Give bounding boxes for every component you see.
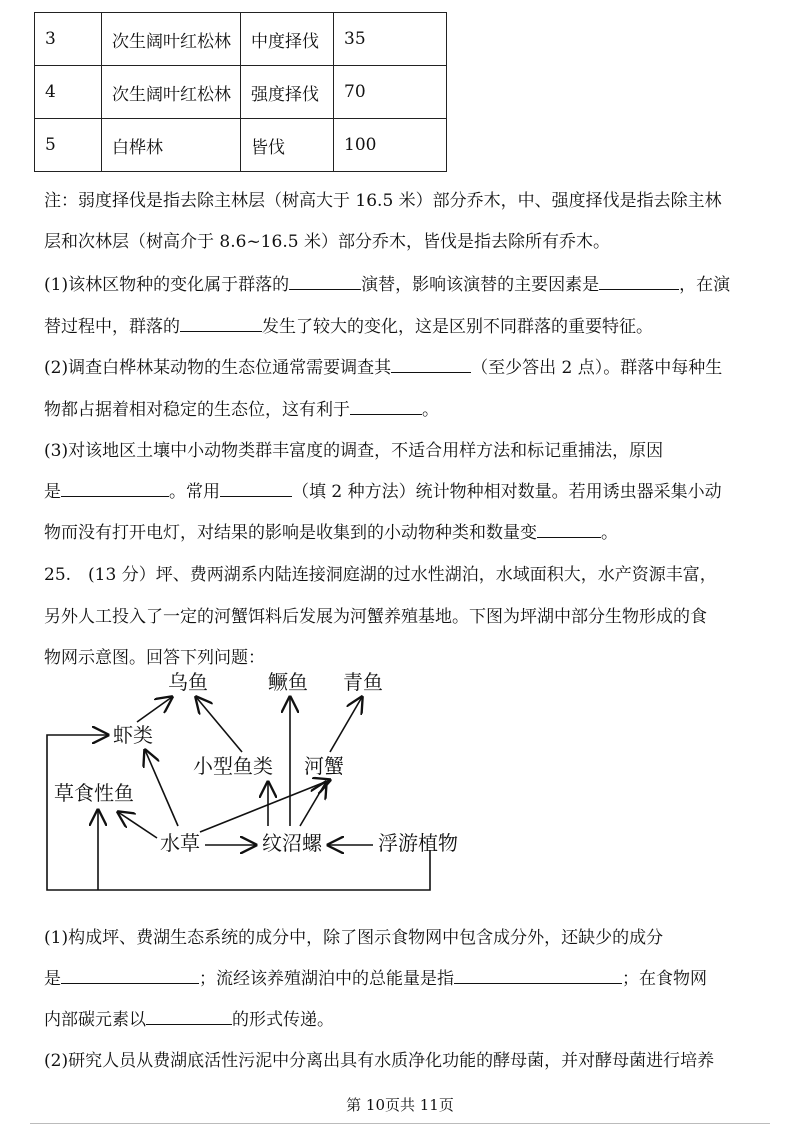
answer-blank[interactable] (61, 480, 169, 497)
note-line-1: 注：弱度择伐是指去除主林层（树高大于 16.5 米）部分乔木，中、强度择伐是指去除主林 (44, 191, 722, 211)
node-wenzhaluo: 纹沼螺 (262, 831, 322, 855)
question-2-line-1 (44, 353, 722, 378)
question-3-line-3 (44, 518, 618, 543)
edge-hexie-qingyu (330, 697, 362, 752)
page-footer: 第 10页共 11页 (346, 1096, 454, 1114)
question-1-line-1 (44, 270, 730, 295)
edge-shuicao-hexie (200, 780, 330, 832)
footer-divider (30, 1123, 770, 1124)
edge-shuicao-xia (145, 750, 178, 826)
answer-blank[interactable] (146, 1008, 232, 1025)
question-text: 是 (44, 482, 61, 502)
question-text: ；流经该养殖湖泊中的总能量是指 (199, 969, 454, 989)
table-cell: 白桦林 (102, 119, 241, 172)
node-fuyou: 浮游植物 (378, 831, 458, 855)
question-25-line-3: 物网示意图。回答下列问题： (44, 648, 265, 668)
table-cell: 次生阔叶红松林 (102, 13, 241, 66)
question-25-1-line-2 (44, 964, 707, 989)
question-text: ；在食物网 (622, 969, 707, 989)
table-row (35, 66, 447, 119)
answer-blank[interactable] (61, 967, 199, 984)
table-row (35, 13, 447, 66)
note-line-2: 层和次林层（树高介于 8.6~16.5 米）部分乔木，皆伐是指去除所有乔木。 (44, 232, 610, 252)
node-xia: 虾类 (113, 723, 153, 747)
edge-xia-wuyu (137, 697, 172, 722)
question-25-1-line-3 (44, 1005, 334, 1030)
table-cell: 强度择伐 (241, 66, 334, 119)
question-text: 物都占据着相对稳定的生态位，这有利于 (44, 400, 350, 420)
table-cell: 35 (334, 13, 447, 66)
question-25-1-line-1: (1)构成坪、费湖生态系统的成分中，除了图示食物网中包含成分外，还缺少的成分 (44, 928, 664, 948)
question-text: （至少答出 2 点）。群落中每种生 (471, 358, 723, 378)
question-3-line-2 (44, 477, 722, 502)
node-shuicao: 水草 (160, 831, 200, 855)
answer-blank[interactable] (350, 398, 422, 415)
table-cell: 4 (35, 66, 102, 119)
question-text: 是 (44, 969, 61, 989)
answer-blank[interactable] (180, 315, 262, 332)
node-qingyu: 青鱼 (343, 670, 383, 694)
question-25-line-2: 另外人工投入了一定的河蟹饵料后发展为河蟹养殖基地。下图为坪湖中部分生物形成的食 (44, 607, 707, 627)
edge-shuicao-caoshi (118, 812, 157, 838)
table-cell: 次生阔叶红松林 (102, 66, 241, 119)
question-text: (2)调查白桦林某动物的生态位通常需要调查其 (44, 358, 392, 378)
question-text: 发生了较大的变化，这是区别不同群落的重要特征。 (262, 317, 653, 337)
question-text: ，在演 (679, 275, 731, 295)
question-text: 物而没有打开电灯，对结果的影响是收集到的小动物种类和数量变 (44, 523, 537, 543)
edge-wenzhaluo-hexie (300, 782, 326, 826)
question-25-line-1: 25. (13 分）坪、费两湖系内陆连接洞庭湖的过水性湖泊，水域面积大，水产资源丰富， (44, 565, 717, 585)
answer-blank[interactable] (220, 480, 292, 497)
question-text: 演替，影响该演替的主要因素是 (361, 275, 600, 295)
node-caoshi: 草食性鱼 (54, 781, 134, 805)
node-hexie: 河蟹 (304, 754, 344, 778)
question-text: 的形式传递。 (232, 1010, 334, 1030)
node-xiaoxing: 小型鱼类 (193, 754, 273, 778)
table-cell: 皆伐 (241, 119, 334, 172)
question-text: 。 (422, 400, 439, 420)
question-text: （填 2 种方法）统计物种相对数量。若用诱虫器采集小动 (292, 482, 722, 502)
question-1-line-2 (44, 312, 653, 337)
question-text: 。 (601, 523, 618, 543)
answer-blank[interactable] (289, 273, 361, 290)
answer-blank[interactable] (599, 273, 679, 290)
node-guiyu: 鳜鱼 (268, 670, 308, 694)
data-table (34, 12, 447, 172)
question-text: 内部碳元素以 (44, 1010, 146, 1030)
question-2-line-2 (44, 395, 439, 420)
answer-blank[interactable] (391, 356, 471, 373)
node-wuyu: 乌鱼 (168, 670, 208, 694)
table-cell: 5 (35, 119, 102, 172)
question-text: (1)该林区物种的变化属于群落的 (44, 275, 290, 295)
edge-xiaoxing-wuyu (196, 697, 242, 752)
table-cell: 70 (334, 66, 447, 119)
table-cell: 中度择伐 (241, 13, 334, 66)
table-cell: 100 (334, 119, 447, 172)
question-text: 。常用 (169, 482, 220, 502)
table-row (35, 119, 447, 172)
question-text: 替过程中，群落的 (44, 317, 180, 337)
table-cell: 3 (35, 13, 102, 66)
edge-loop-to-xia (47, 735, 430, 890)
answer-blank[interactable] (537, 521, 601, 538)
question-3-line-1: (3)对该地区土壤中小动物类群丰富度的调查，不适合用样方法和标记重捕法，原因 (44, 441, 664, 461)
answer-blank[interactable] (454, 967, 622, 984)
question-25-2-line-1: (2)研究人员从费湖底活性污泥中分离出具有水质净化功能的酵母菌，并对酵母菌进行培养 (44, 1051, 715, 1071)
